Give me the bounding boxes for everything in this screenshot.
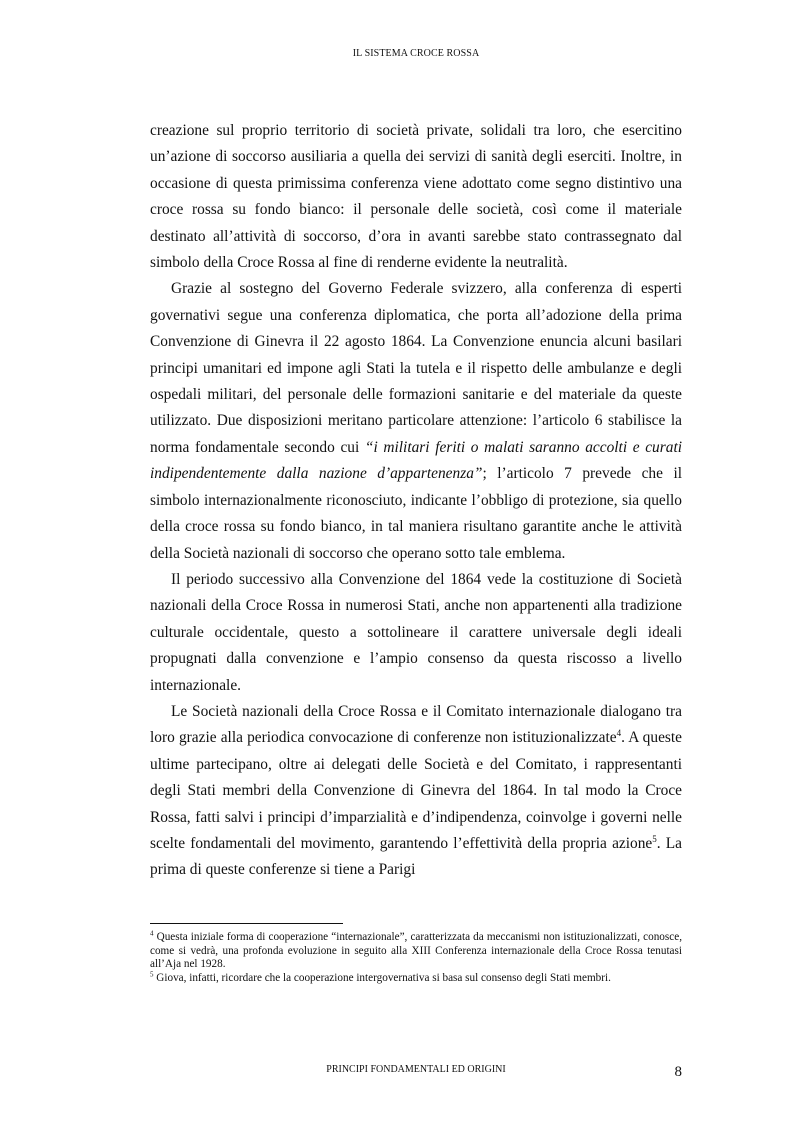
running-header: IL SISTEMA CROCE ROSSA bbox=[352, 48, 480, 59]
footnotes bbox=[150, 931, 682, 985]
paragraph-1: creazione sul proprio territorio di società private, solidali tra loro, che esercitino un’azione di soccorso ausiliaria a quella dei servizi di sanità degli eserciti. Inoltre, in occasione di questa primissima conferenza viene adottato come segno distintivo una croce rossa su fondo bianco: il personale delle società, così come il materiale destinato all’attività di soccorso, d’ora in avanti sarebbe stato contrassegnato dal simbolo della Croce Rossa al fine di renderne evidente la neutralità. bbox=[150, 122, 682, 272]
paragraph-4-text-1: Le Società nazionali della Croce Rossa e il Comitato internazionale dialogano tra loro grazie alla periodica convocazione di conferenze non istituzionalizzate bbox=[150, 702, 682, 747]
paragraph-4-text-3: . La prima di queste conferenze si tiene a Parigi bbox=[150, 834, 682, 879]
paragraph-2-text-after: ; l’articolo 7 prevede che il simbolo internazionalmente riconosciuto, indicante l’obbligo di protezione, sia quello della croce rossa su fondo bianco, in tal maniera risultano garantite anche le attività della Società nazionali di soccorso che operano sotto tale emblema. bbox=[150, 465, 682, 562]
running-footer: PRINCIPI FONDAMENTALI ED ORIGINI bbox=[326, 1064, 506, 1075]
paragraph-2 bbox=[150, 276, 682, 566]
footnote-reference-5: 5 bbox=[652, 833, 657, 844]
paragraph-3: Il periodo successivo alla Convenzione del 1864 vede la costituzione di Società nazionali della Croce Rossa in numerosi Stati, anche non appartenenti alla tradizione culturale occidentale, questo a sottolineare il carattere universale degli ideali propugnati dalla convenzione e l’ampio consenso da questa riscosso a livello internazionale. bbox=[150, 570, 682, 694]
footnote-5 bbox=[150, 972, 682, 986]
footnote-4-marker: 4 bbox=[150, 929, 154, 938]
footnote-5-marker: 5 bbox=[150, 970, 154, 979]
paragraph-4-text-2: . A queste ultime partecipano, oltre ai delegati delle Società e del Comitato, i rappresentanti degli Stati membri della Convenzione di Ginevra del 1864. In tal modo la Croce Rossa, fatti salvi i principi d’imparzialità e d’indipendenza, coinvolge i governi nelle scelte fondamentali del movimento, garantendo l’effettività della propria azione bbox=[150, 729, 683, 852]
footnote-4 bbox=[150, 931, 682, 972]
footnote-separator bbox=[150, 923, 343, 924]
footnote-4-text: Questa iniziale forma di cooperazione “internazionale”, caratterizzata da meccanismi non istituzionalizzati, conosce, come si vedrà, una profonda evoluzione in seguito alla XIII Conferenza internazionale della Croce Rossa tenutasi all’Aja nel 1928. bbox=[150, 931, 682, 971]
article-6-quote: “i militari feriti o malati saranno accolti e curati indipendentemente dalla nazione d’appartenenza” bbox=[150, 438, 682, 483]
paragraph-4 bbox=[150, 699, 682, 884]
page-number: 8 bbox=[674, 1064, 682, 1080]
paragraph-2-text-before: Grazie al sostegno del Governo Federale svizzero, alla conferenza di esperti governativi segue una conferenza diplomatica, che porta all’adozione della prima Convenzione di Ginevra il 22 agosto 1864. La Convenzione enuncia alcuni basilari principi umanitari ed impone agli Stati la tutela e il rispetto delle ambulanze e degli ospedali militari, del personale delle formazioni sanitarie e del materiale da queste utilizzato. Due disposizioni meritano particolare attenzione: l’articolo 6 stabilisce la norma fondamentale secondo cui bbox=[150, 280, 682, 456]
footnote-reference-4: 4 bbox=[616, 728, 622, 739]
footnote-5-text: Giova, infatti, ricordare che la cooperazione intergovernativa si basa sul consenso degli Stati membri. bbox=[153, 971, 611, 984]
body-text bbox=[150, 118, 682, 884]
